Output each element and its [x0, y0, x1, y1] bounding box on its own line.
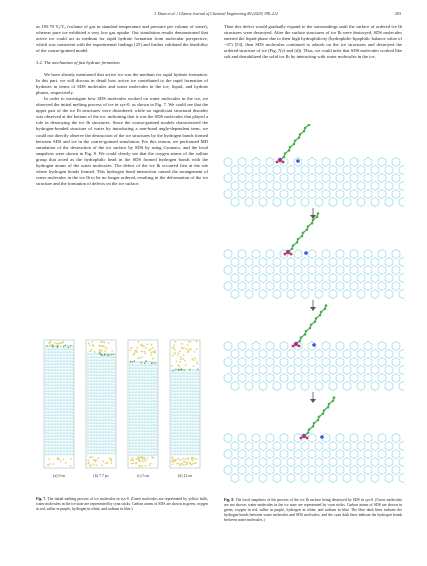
snapshot-frame [224, 304, 404, 390]
sds-chain [304, 396, 335, 436]
paragraph: as 185.70 Vₑ/Vₒ (volume of gas in standard temperature and pressure per volume of water), whereas pure ice exhibited a very low gas uptake. Our simulation results demonstrated that active ice could act as medium for rapid hydrate formation from molecular perspective, which was consistent with the experimental findings [25] and further validated the feasibility of the coarse-grained model. [36, 24, 208, 54]
sodium-ion [296, 159, 300, 163]
snapshot-frame [224, 212, 404, 298]
sds-chain [296, 304, 327, 344]
panel-label: (c) 5 ns [137, 473, 149, 478]
panel-label: (d) 12 ns [177, 473, 193, 478]
arrowhead-icon [310, 307, 316, 311]
oxygen-atom [300, 437, 303, 440]
figure-8-caption [224, 498, 402, 523]
simulation-panel [128, 340, 158, 468]
arrowhead-icon [310, 399, 316, 403]
figure-7 [36, 338, 208, 486]
sodium-ion [312, 343, 316, 347]
section-heading: 3.2. The mechanism of fast hydrate formation [36, 60, 120, 66]
oxygen-atom [282, 161, 285, 164]
caption-text: The local snapshots of the process of the ice Ih surface being destroyed by SDS in sys-0. (Guest molecules are not shown, water molecules in the ice state are represented by cyan sticks. Carbon atoms of SDS are shown in green, oxygen in red, sulfur in purple, hydrogen in white, and sodium in blue. The blue dash lines indicate the hydrogen bonds between water molecules and SDS molecules, and the cyan dash lines indicate the hydrogen bonds between water molecules.) [224, 498, 402, 522]
simulation-panel [44, 340, 74, 468]
page-number: 203 [395, 11, 401, 16]
snapshot-frame [224, 124, 404, 207]
oxygen-atom [290, 253, 293, 256]
panel-label: (b) 7.7 ps [93, 473, 109, 478]
oxygen-atom [292, 345, 295, 348]
oxygen-atom [298, 345, 301, 348]
caption-lead: Fig. 8. [224, 498, 235, 502]
sulfur-atom [286, 250, 290, 254]
caption-text: The initial melting process of ice molecules in sys-0. (Guest molecules are represented by yellow balls, water molecules in the ice state are represented by cyan sticks. Carbon atoms of SDS are shown in green, oxygen in red, sulfur in purple, hydrogen in white, and sodium in blue.) [36, 497, 208, 511]
snapshot-frame [224, 396, 404, 482]
sds-chain [280, 124, 311, 160]
sulfur-atom [278, 158, 282, 162]
sulfur-atom [294, 342, 298, 346]
sds-chain [288, 212, 319, 252]
simulation-panel [170, 340, 200, 468]
caption-lead: Fig. 7. [36, 497, 47, 501]
left-column [36, 24, 208, 187]
figure-7-image [36, 338, 208, 486]
figure-7-caption [36, 497, 208, 512]
oxygen-atom [306, 437, 309, 440]
oxygen-atom [276, 161, 279, 164]
right-column [224, 24, 402, 61]
oxygen-atom [284, 253, 287, 256]
sodium-ion [304, 251, 308, 255]
panel-label: (a) 0 ns [53, 473, 65, 478]
paragraph: Then this defect would gradually expand to the surroundings until the surface of ordered ice Ih structures were destroyed. After the surface structures of ice Ih were destroyed, SDS molecules entered the liquid phase due to their high hydrophilicity (hydrophilic-lipophilic balance value of ~37) [53], then SDS molecules continued to adsorb on the ice structures and destroyed the ordered structure of ice (Fig. 7(c) and (d)). Thus, we could infer that SDS molecules worked like salt and destabilized the solid ice Ih by interacting with water molecules in the ice, [224, 24, 402, 60]
sulfur-atom [302, 434, 306, 438]
figure-8 [222, 124, 404, 496]
paragraph: We have already mentioned that active ice was the medium for rapid hydrate formation. In this part, we will discuss in detail how active ice contributed to the rapid formation of hydrates in terms of SDS molecules and water molecules in the ice, liquid, and hydrate phases, respectively. [36, 71, 208, 95]
sodium-ion [320, 435, 324, 439]
simulation-panel [86, 340, 116, 468]
figure-8-image [222, 124, 404, 496]
paragraph: In order to investigate how SDS molecules worked on water molecules in the ice, we observed the initial melting process of ice in sys-0, as shown in Fig. 7. We could see that the upper part of the ice Ih structures were disordered, while no significant structural disorder was observed at the bottom of the ice, indicating that it was the SDS molecules that played a role in destroying the ice Ih structures. Since the coarse-grained models characterized the hydrogen-bonded structure of water by introducing a non-bond angle-dependent term, we could not directly observe the destruction of the ice structures by the hydrogen bonds formed between SDS and ice in the coarse-grained simulation. For this reason, we performed MD simulation of the destruction of the ice surface by SDS by using Gromacs, and the local snapshots were shown in Fig. 8. We could clearly see that the oxygen atoms of the sulfate group that acted as the hydrophilic head in the SDS formed hydrogen bonds with the hydrogen atoms of the water molecules. The defect of the ice Ih occurred first at the site where hydrogen bonds formed. This hydrogen bond interaction caused the arrangement of water molecules in the ice Ih to be no longer ordered, resulting in the deformation of the ice structure and the formation of defects on the ice surface. [36, 95, 208, 187]
journal-citation: J. Duan et al. / Chinese Journal of Chemical Engineering 80 (2025) 198–212 [154, 11, 278, 16]
